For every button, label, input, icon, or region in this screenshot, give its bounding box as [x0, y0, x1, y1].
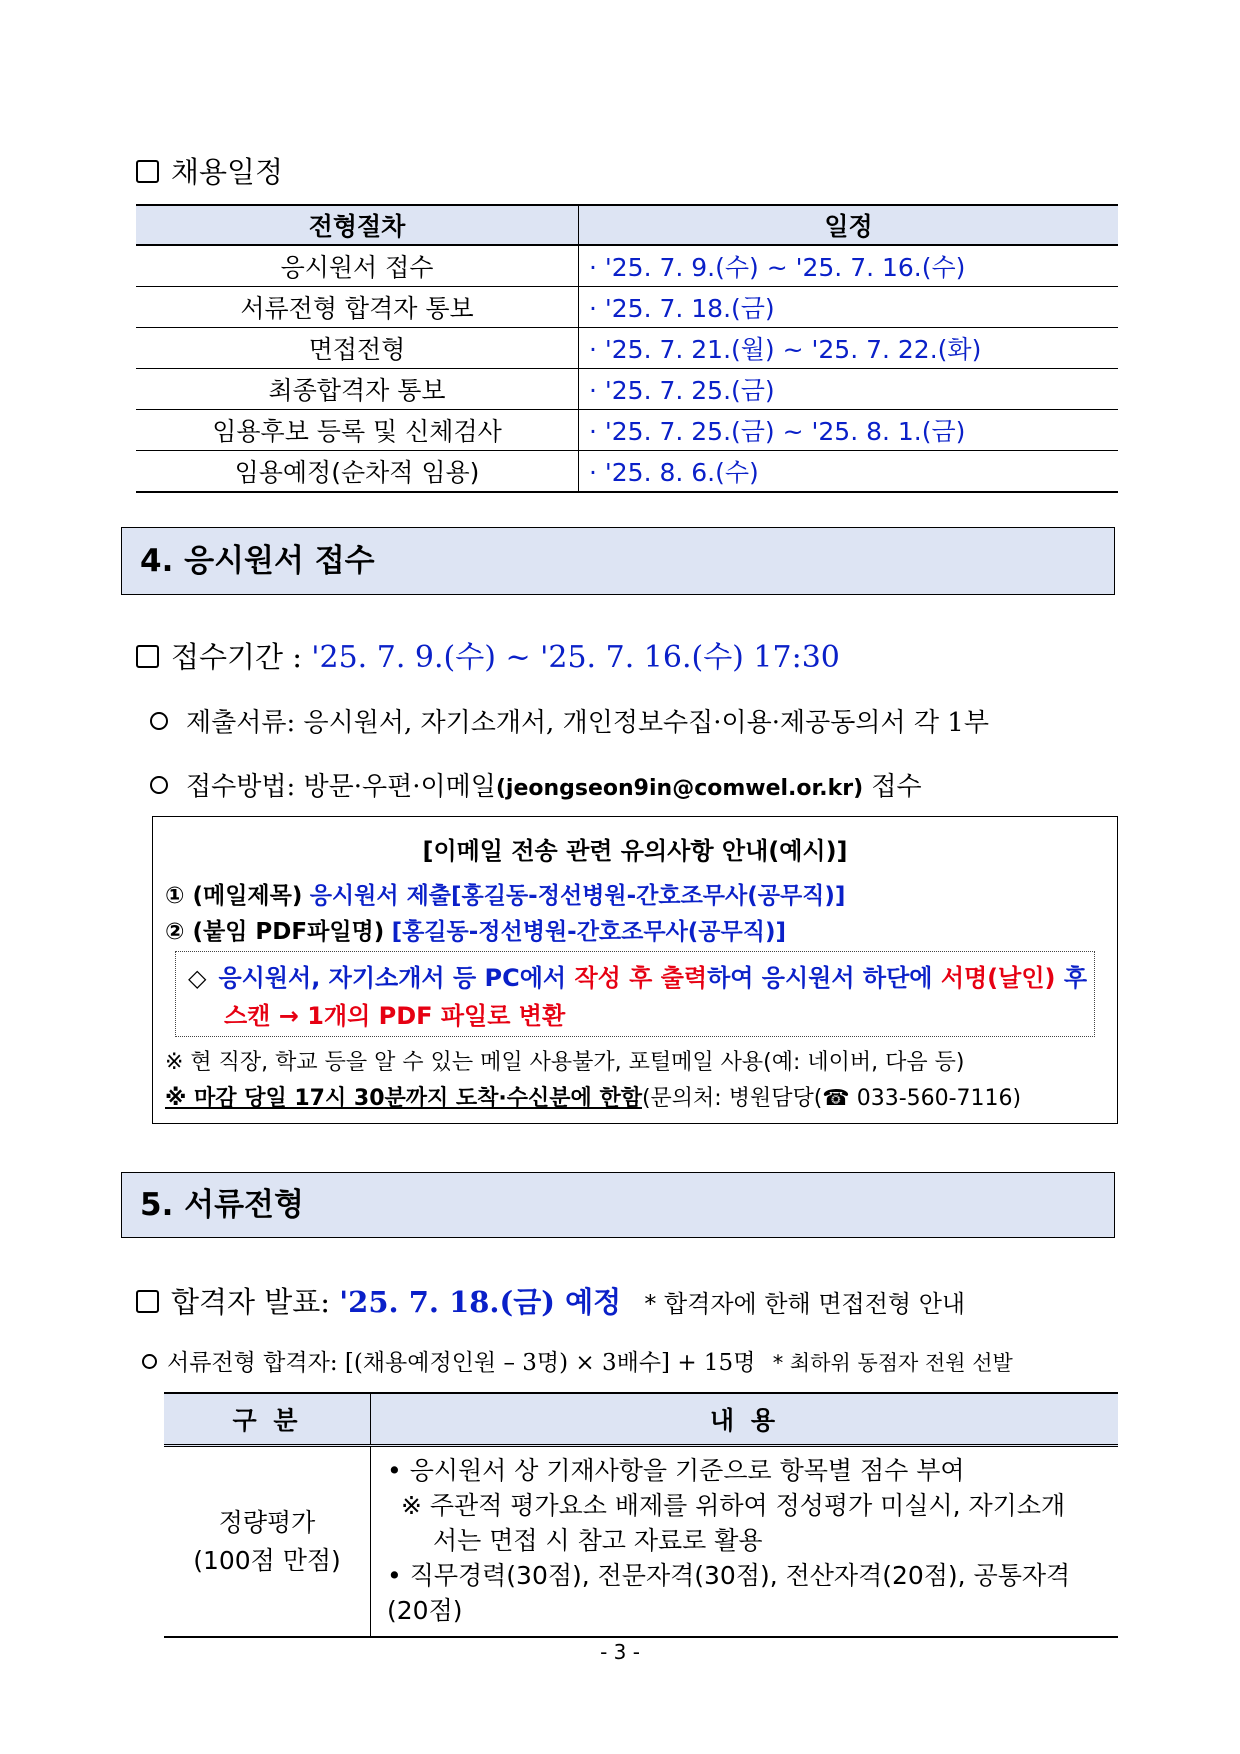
- diamond-bullet-icon: ◇: [188, 964, 207, 992]
- checkbox-icon: [136, 160, 159, 183]
- email-warning: ※ 현 직장, 학교 등을 알 수 있는 메일 사용불가, 포털메일 사용(예: 네이버, 다음 등): [165, 1050, 965, 1075]
- eval-category: 정량평가 (100점 만점): [164, 1446, 371, 1638]
- evaluation-table: [164, 1392, 1118, 1638]
- schedule-table: [136, 204, 1118, 493]
- schedule-step: 최종합격자 통보: [136, 369, 579, 410]
- checkbox-icon: [136, 1290, 159, 1313]
- result-announcement-value: '25. 7. 18.(금) 예정: [339, 1285, 622, 1319]
- schedule-step: 면접전형: [136, 328, 579, 369]
- table-row: [136, 410, 1118, 451]
- schedule-date: · '25. 7. 25.(금): [579, 369, 1119, 410]
- schedule-date: · '25. 7. 18.(금): [579, 287, 1119, 328]
- schedule-col-step: 전형절차: [136, 205, 579, 245]
- result-announcement: 합격자 발표: '25. 7. 18.(금) 예정 * 합격자에 한해 면접전형 안내: [136, 1280, 965, 1321]
- schedule-step: 응시원서 접수: [136, 245, 579, 287]
- table-row: [136, 369, 1118, 410]
- schedule-step: 서류전형 합격자 통보: [136, 287, 579, 328]
- eval-col-category: 구 분: [164, 1393, 371, 1446]
- deadline-notice: ※ 마감 당일 17시 30분까지 도착·수신분에 한함(문의처: 병원담당(☎ 033-560-7116): [165, 1086, 1022, 1111]
- circle-bullet-icon: [142, 1354, 157, 1369]
- schedule-step: 임용예정(순차적 임용): [136, 451, 579, 493]
- schedule-date: · '25. 7. 21.(월) ~ '25. 7. 22.(화): [579, 328, 1119, 369]
- submission-documents: 제출서류: 응시원서, 자기소개서, 개인정보수집·이용·제공동의서 각 1부: [150, 702, 989, 739]
- table-row: [136, 287, 1118, 328]
- circle-bullet-icon: [150, 712, 168, 730]
- email-notice-title: [이메일 전송 관련 유의사항 안내(예시)]: [422, 837, 848, 865]
- page-number: - 3 -: [600, 1640, 640, 1664]
- circle-bullet-icon: [150, 776, 168, 794]
- eval-content: • 응시원서 상 기재사항을 기준으로 항목별 점수 부여 ※ 주관적 평가요소 배제를 위하여 정성평가 미실시, 자기소개 서는 면접 시 참고 자료로 활용 • 직무경력(30점), 전문자격(30점), 전산자격(20점), 공통자격(20점): [371, 1446, 1119, 1638]
- schedule-col-date: 일정: [579, 205, 1119, 245]
- submission-method: 접수방법: 방문·우편·이메일(jeongseon9in@comwel.or.kr) 접수: [150, 766, 922, 803]
- eval-col-content: 내 용: [371, 1393, 1119, 1446]
- application-period-value: '25. 7. 9.(수) ~ '25. 7. 16.(수) 17:30: [311, 640, 840, 675]
- document-pass-formula: 서류전형 합격자: [(채용예정인원 – 3명) × 3배수] + 15명 * 최하위 동점자 전원 선발: [142, 1344, 1013, 1377]
- table-row: [136, 451, 1118, 493]
- schedule-date: · '25. 8. 6.(수): [579, 451, 1119, 493]
- checkbox-icon: [136, 645, 159, 668]
- table-row: [164, 1446, 1118, 1638]
- table-row: [136, 245, 1118, 287]
- email-attachment-line: ② (붙임 PDF파일명) [홍길동-정선병원-간호조무사(공무직)]: [165, 919, 786, 945]
- contact-email: (jeongseon9in@comwel.or.kr): [495, 776, 864, 801]
- email-subject-line: ① (메일제목) 응시원서 제출[홍길동-정선병원-간호조무사(공무직)]: [165, 883, 846, 909]
- schedule-step: 임용후보 등록 및 신체검사: [136, 410, 579, 451]
- table-row: [136, 328, 1118, 369]
- pdf-instruction-box: ◇ 응시원서, 자기소개서 등 PC에서 작성 후 출력하여 응시원서 하단에 서명(날인) 후 스캔 → 1개의 PDF 파일로 변환: [175, 951, 1095, 1037]
- section-4-title: 4. 응시원서 접수: [121, 527, 1115, 595]
- schedule-date: · '25. 7. 25.(금) ~ '25. 8. 1.(금): [579, 410, 1119, 451]
- email-notice-box: [152, 816, 1118, 1124]
- schedule-heading: 채용일정: [136, 150, 283, 191]
- section-5-title: 5. 서류전형: [121, 1172, 1115, 1238]
- application-period: 접수기간 : '25. 7. 9.(수) ~ '25. 7. 16.(수) 17:30: [136, 632, 840, 676]
- schedule-date: · '25. 7. 9.(수) ~ '25. 7. 16.(수): [579, 245, 1119, 287]
